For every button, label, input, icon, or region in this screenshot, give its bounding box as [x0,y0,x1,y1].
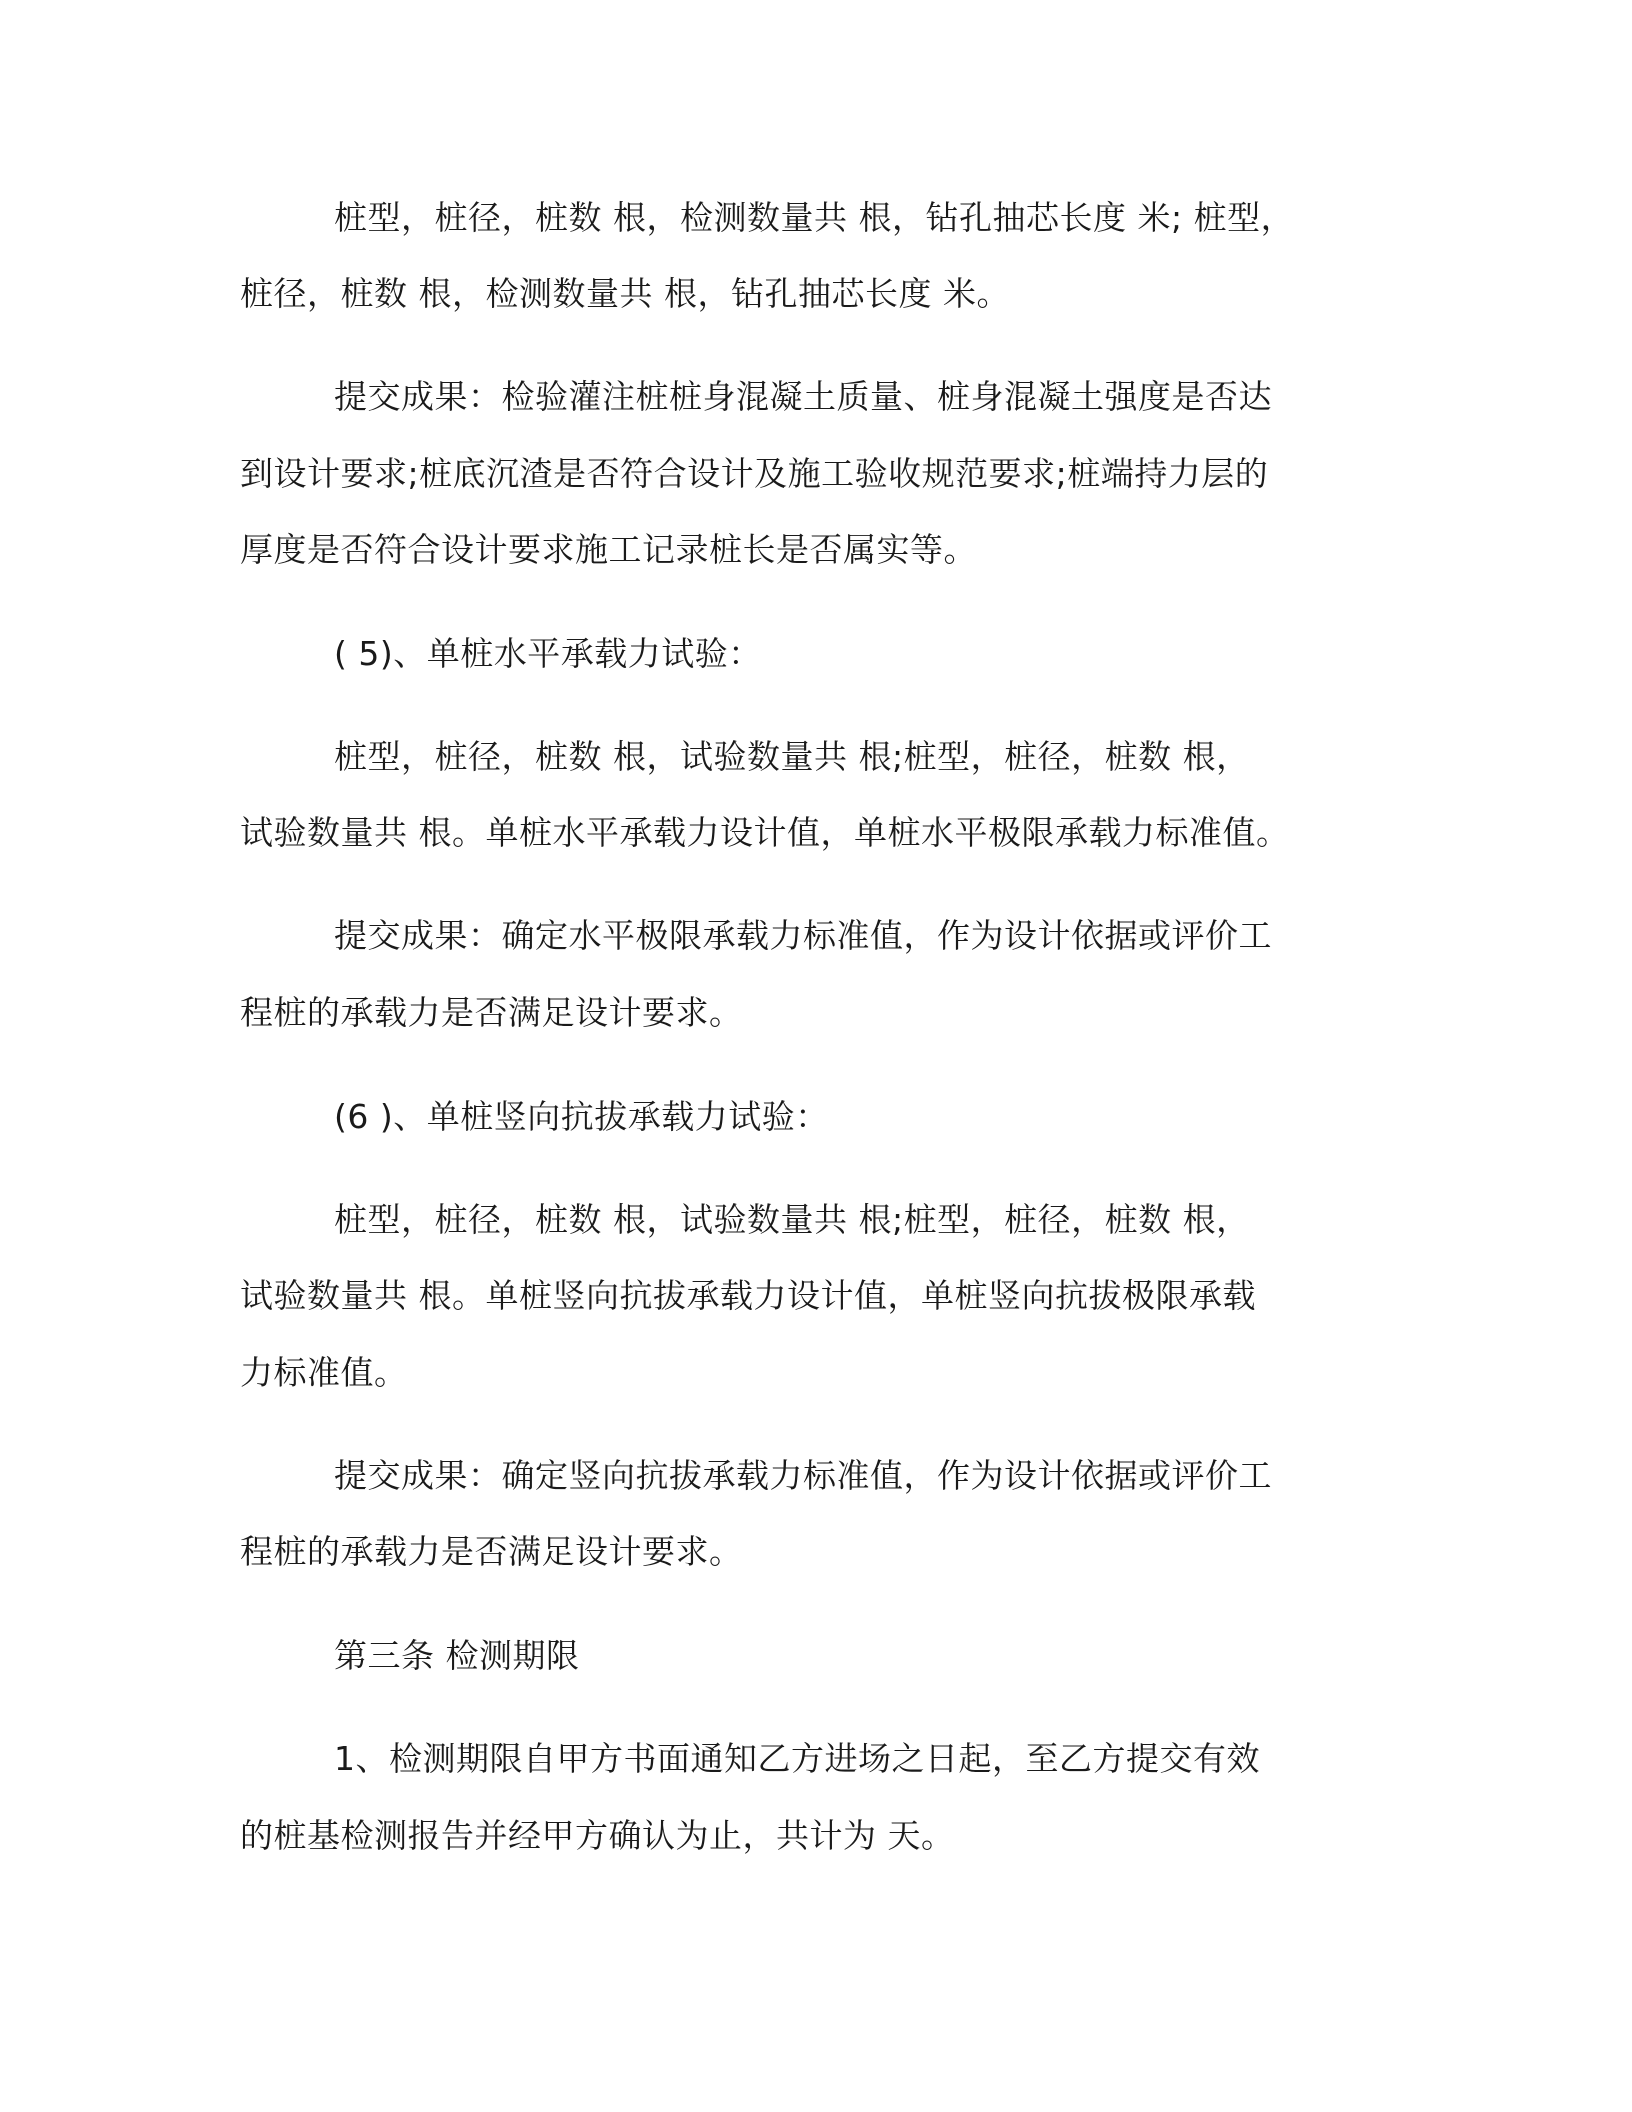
text-line: 试验数量共 根。单桩竖向抗拔承载力设计值，单桩竖向抗拔极限承载 [240,1276,1256,1315]
text-line: 桩径，桩数 根，检测数量共 根，钻孔抽芯长度 米。 [240,274,1010,313]
text-line: 试验数量共 根。单桩水平承载力设计值，单桩水平极限承载力标准值。 [240,813,1290,852]
text-line: 的桩基检测报告并经甲方确认为止，共计为 天。 [240,1816,955,1855]
article-heading: 第三条 检测期限 [334,1636,580,1675]
text-line: 1、检测期限自甲方书面通知乙方进场之日起，至乙方提交有效 [334,1739,1260,1778]
text-line: 程桩的承载力是否满足设计要求。 [240,993,743,1032]
text-line: 提交成果：确定水平极限承载力标准值，作为设计依据或评价工 [334,916,1272,955]
text-line: 桩型，桩径，桩数 根，试验数量共 根;桩型，桩径，桩数 根， [334,1200,1250,1239]
text-line: 力标准值。 [240,1353,408,1392]
section-heading: ( 5)、单桩水平承载力试验： [334,634,762,673]
text-line: 厚度是否符合设计要求施工记录桩长是否属实等。 [240,530,977,569]
text-line: 程桩的承载力是否满足设计要求。 [240,1532,743,1571]
text-line: 提交成果：确定竖向抗拔承载力标准值，作为设计依据或评价工 [334,1456,1272,1495]
text-line: 桩型，桩径，桩数 根，检测数量共 根，钻孔抽芯长度 米; 桩型， [334,198,1295,237]
section-heading: (6 )、单桩竖向抗拔承载力试验： [334,1097,829,1136]
text-line: 桩型，桩径，桩数 根，试验数量共 根;桩型，桩径，桩数 根， [334,737,1250,776]
text-line: 到设计要求;桩底沉渣是否符合设计及施工验收规范要求;桩端持力层的 [240,454,1269,493]
text-line: 提交成果：检验灌注桩桩身混凝土质量、桩身混凝土强度是否达 [334,377,1272,416]
